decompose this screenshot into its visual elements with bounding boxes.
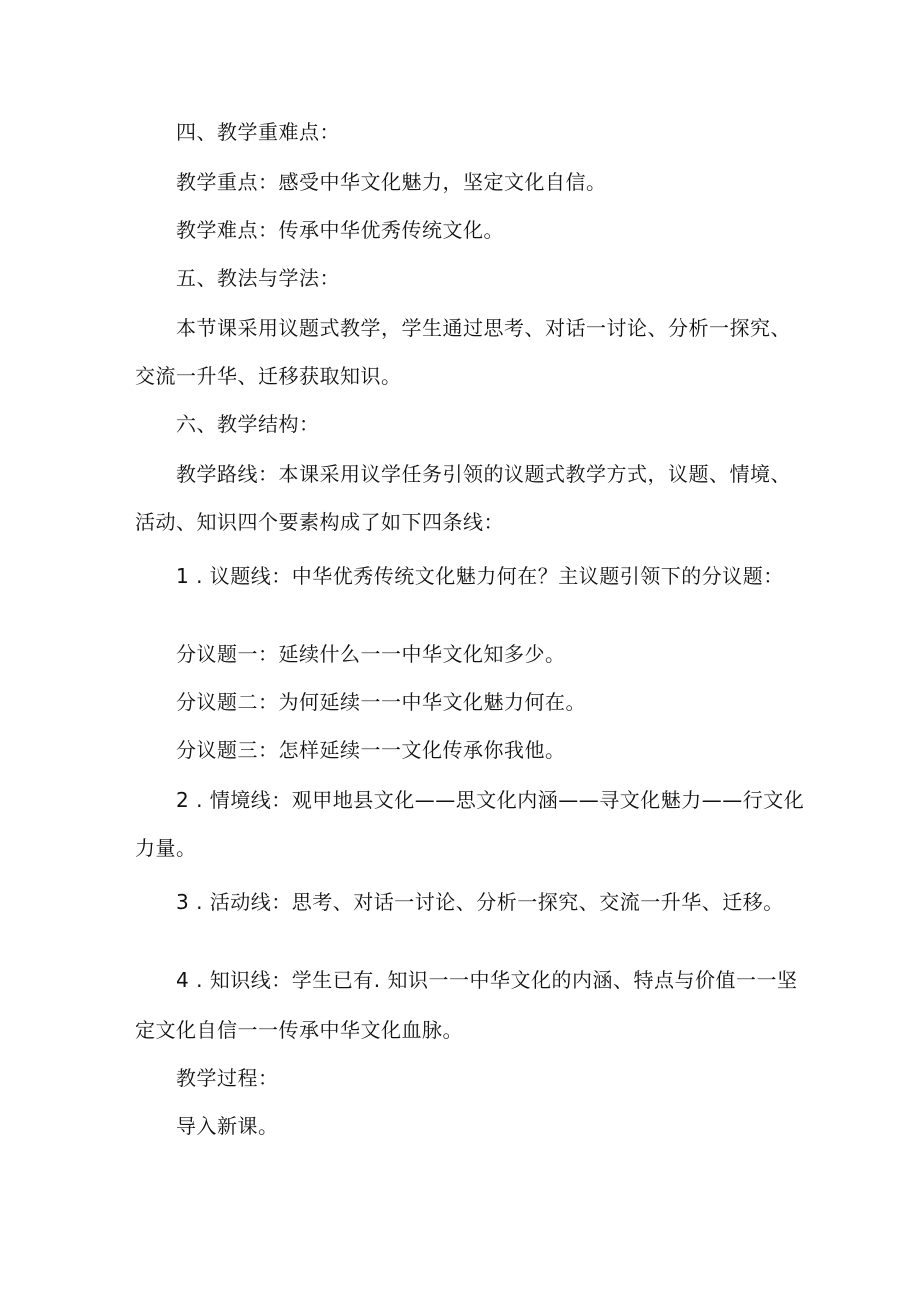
text-scenario-continuation: 力量。 bbox=[135, 836, 197, 860]
list-item-scenario-line: 2 . 情境线：观甲地县文化——思文化内涵——寻文化魅力——行文化 bbox=[176, 788, 805, 812]
text-subtopic-1: 分议题一：延续什么一一中华文化知多少。 bbox=[176, 642, 566, 666]
text-route-line-2: 活动、知识四个要素构成了如下四条线： bbox=[135, 510, 504, 534]
text-key-point: 教学重点：感受中华文化魅力，坚定文化自信。 bbox=[176, 170, 607, 194]
heading-key-difficult-points: 四、教学重难点： bbox=[176, 120, 340, 144]
text-methods-line-1: 本节课采用议题式教学，学生通过思考、对话一讨论、分析一探究、 bbox=[176, 316, 791, 340]
text-subtopic-3: 分议题三：怎样延续一一文化传承你我他。 bbox=[176, 738, 566, 762]
text-difficult-point: 教学难点：传承中华优秀传统文化。 bbox=[176, 218, 504, 242]
heading-teaching-methods: 五、教法与学法： bbox=[176, 266, 340, 290]
list-item-knowledge-line: 4 . 知识线：学生已有. 知识一一中华文化的内涵、特点与价值一一坚 bbox=[176, 968, 798, 992]
heading-teaching-process: 教学过程： bbox=[176, 1066, 279, 1090]
list-item-topic-line: 1 . 议题线：中华优秀传统文化魅力何在？主议题引领下的分议题： bbox=[176, 564, 784, 588]
heading-teaching-structure: 六、教学结构： bbox=[176, 412, 320, 436]
text-subtopic-2: 分议题二：为何延续一一中华文化魅力何在。 bbox=[176, 690, 586, 714]
text-route-line-1: 教学路线：本课采用议学任务引领的议题式教学方式，议题、情境、 bbox=[176, 462, 791, 486]
text-methods-line-2: 交流一升华、迁移获取知识。 bbox=[135, 364, 402, 388]
list-item-activity-line: 3 . 活动线：思考、对话一讨论、分析一探究、交流一升华、迁移。 bbox=[176, 890, 784, 914]
text-lesson-intro: 导入新课。 bbox=[176, 1114, 279, 1138]
text-knowledge-continuation: 定文化自信一一传承中华文化血脉。 bbox=[135, 1018, 463, 1042]
